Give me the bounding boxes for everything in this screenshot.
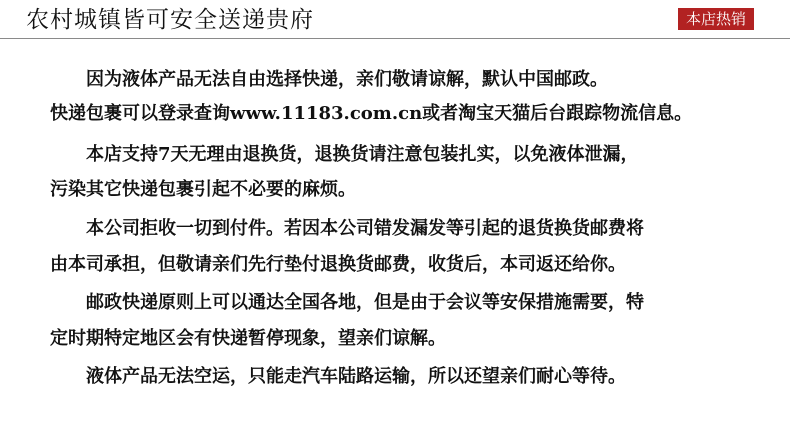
- notice-line: 邮政快递原则上可以通达全国各地，但是由于会议等安保措施需要，特: [86, 292, 644, 313]
- page-title: 农村城镇皆可安全送递贵府: [26, 7, 314, 33]
- notice-line: 污染其它快递包裹引起不必要的麻烦。: [50, 179, 356, 200]
- notice-line: 因为液体产品无法自由选择快递，亲们敬请谅解，默认中国邮政。: [86, 69, 608, 90]
- header-divider: [0, 38, 790, 39]
- notice-line: 由本司承担，但敬请亲们先行垫付退换货邮费，收货后，本司返还给你。: [50, 254, 626, 275]
- hot-sale-badge[interactable]: 本店热销: [678, 8, 754, 30]
- header-bar: [0, 0, 790, 44]
- notice-line: 本店支持7天无理由退换货，退换货请注意包装扎实，以免液体泄漏，: [86, 144, 639, 165]
- notice-line: 定时期特定地区会有快递暂停现象，望亲们谅解。: [50, 328, 446, 349]
- notice-line: 本公司拒收一切到付件。若因本公司错发漏发等引起的退货换货邮费将: [86, 218, 644, 239]
- notice-line: 液体产品无法空运，只能走汽车陆路运输，所以还望亲们耐心等待。: [86, 366, 626, 387]
- notice-line: 快递包裹可以登录查询www.11183.com.cn或者淘宝天猫后台跟踪物流信息。: [50, 103, 693, 124]
